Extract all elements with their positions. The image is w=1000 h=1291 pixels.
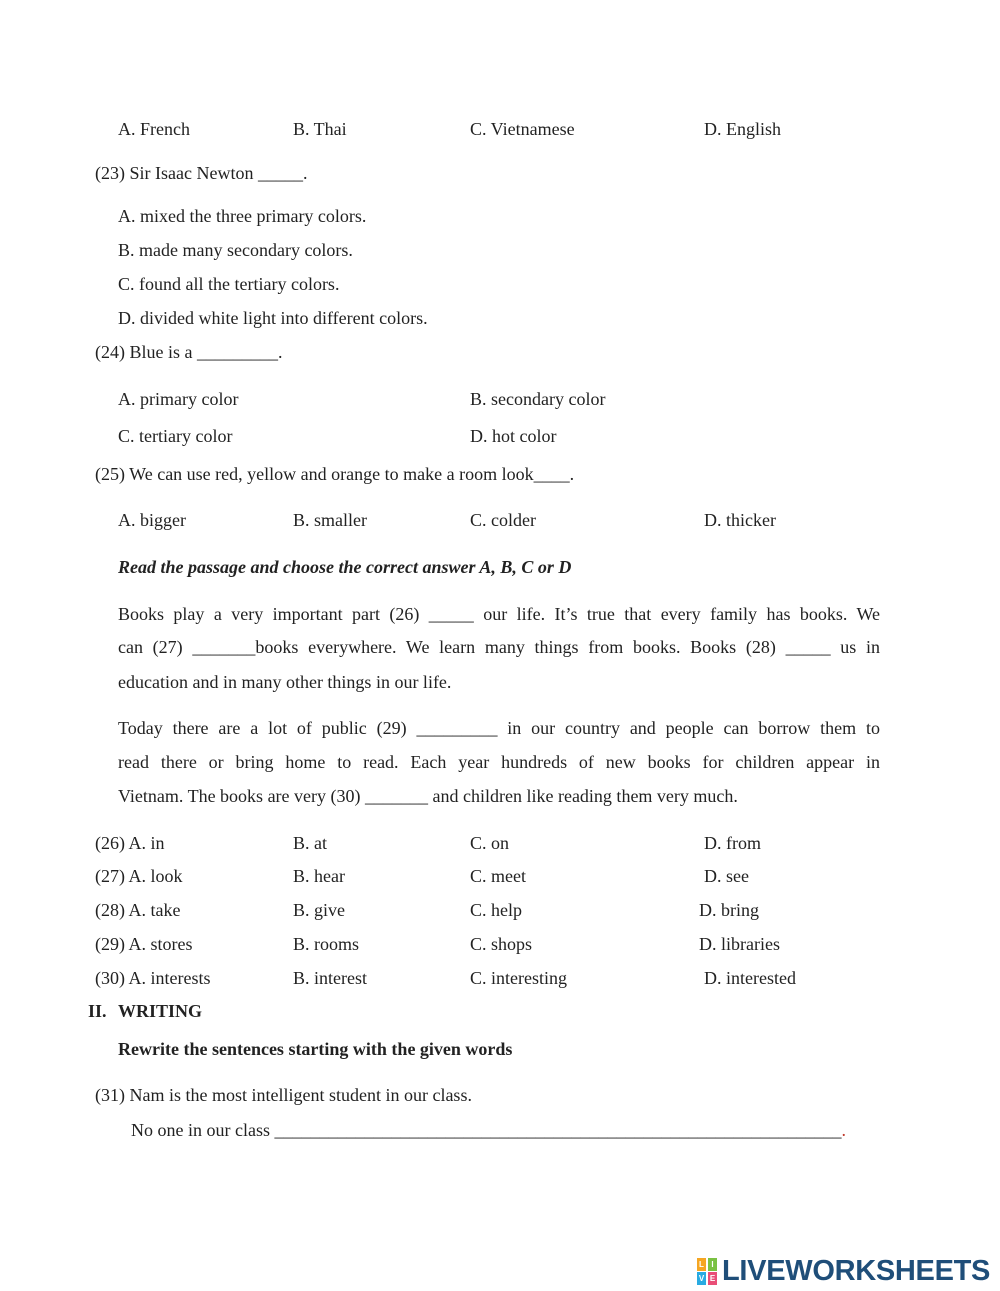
q23-option-c: C. found all the tertiary colors. [118, 274, 340, 294]
q31-stem: (31) Nam is the most intelligent student in our class. [95, 1085, 472, 1105]
q25-stem: (25) We can use red, yellow and orange to make a room look____. [95, 464, 575, 484]
section-number: II. [88, 1001, 107, 1021]
answer-c: C. on [470, 833, 510, 853]
q24-option-d: D. hot color [470, 426, 557, 446]
liveworksheets-logo [697, 1254, 990, 1288]
q31-prompt: No one in our class [131, 1120, 270, 1140]
writing-instruction: Rewrite the sentences starting with the given words [118, 1039, 513, 1059]
answer-b: B. interest [293, 968, 367, 988]
answer-c: C. meet [470, 866, 526, 886]
reading-instruction: Read the passage and choose the correct answer A, B, C or D [118, 557, 572, 577]
logo-mark-v: V [698, 1274, 705, 1283]
answer-b: B. hear [293, 866, 345, 886]
q25-option-a: A. bigger [118, 510, 186, 530]
answer-d: D. from [704, 833, 761, 853]
answer-a: (28) A. take [95, 900, 181, 920]
section-title: WRITING [118, 1001, 203, 1021]
answer-b: B. give [293, 900, 345, 920]
q25-option-c: C. colder [470, 510, 536, 530]
logo-mark-i: I [708, 1258, 717, 1271]
logo-mark-l: L [697, 1258, 706, 1271]
passage-line: Vietnam. The books are very (30) _______ and children like reading them very much. [118, 786, 738, 806]
answer-a: (29) A. stores [95, 934, 193, 954]
answer-a: (27) A. look [95, 866, 183, 886]
answer-c: C. shops [470, 934, 533, 954]
q24-option-c: C. tertiary color [118, 426, 233, 446]
logo-mark-e: E [709, 1274, 716, 1283]
q31-period: . [841, 1120, 846, 1140]
q23-option-b: B. made many secondary colors. [118, 240, 353, 260]
passage-line: can (27) _______books everywhere. We learn many things from books. Books (28) _____ us in [118, 637, 880, 657]
logo-mark-icon [697, 1256, 719, 1286]
answer-d: D. bring [699, 900, 759, 920]
q23-option-a: A. mixed the three primary colors. [118, 206, 367, 226]
answer-b: B. at [293, 833, 327, 853]
q22-option-a: A. French [118, 119, 190, 139]
q23-stem: (23) Sir Isaac Newton _____. [95, 163, 308, 183]
passage-line: Books play a very important part (26) _____ our life. It’s true that every family has books. We [118, 604, 880, 624]
passage-line: Today there are a lot of public (29) _________ in our country and people can borrow them to [118, 718, 880, 738]
q24-stem: (24) Blue is a _________. [95, 342, 283, 362]
q24-option-a: A. primary color [118, 389, 239, 409]
q25-option-b: B. smaller [293, 510, 367, 530]
answer-a: (30) A. interests [95, 968, 211, 988]
answer-b: B. rooms [293, 934, 360, 954]
q22-option-c: C. Vietnamese [470, 119, 575, 139]
answer-d: D. see [704, 866, 749, 886]
q24-option-b: B. secondary color [470, 389, 606, 409]
q31-blank[interactable]: _______________________________________________________________ [274, 1120, 842, 1140]
logo-text: LIVEWORKSHEETS [722, 1254, 991, 1287]
answer-a: (26) A. in [95, 833, 165, 853]
answer-d: D. interested [704, 968, 796, 988]
answer-d: D. libraries [699, 934, 780, 954]
answer-c: C. interesting [470, 968, 567, 988]
q23-option-d: D. divided white light into different colors. [118, 308, 428, 328]
q22-option-b: B. Thai [293, 119, 347, 139]
q31-answer-line [131, 1119, 846, 1141]
q25-option-d: D. thicker [704, 510, 776, 530]
passage-line: read there or bring home to read. Each year hundreds of new books for children appear in [118, 752, 880, 772]
passage-line: education and in many other things in our life. [118, 672, 452, 692]
q22-option-d: D. English [704, 119, 782, 139]
answer-c: C. help [470, 900, 522, 920]
